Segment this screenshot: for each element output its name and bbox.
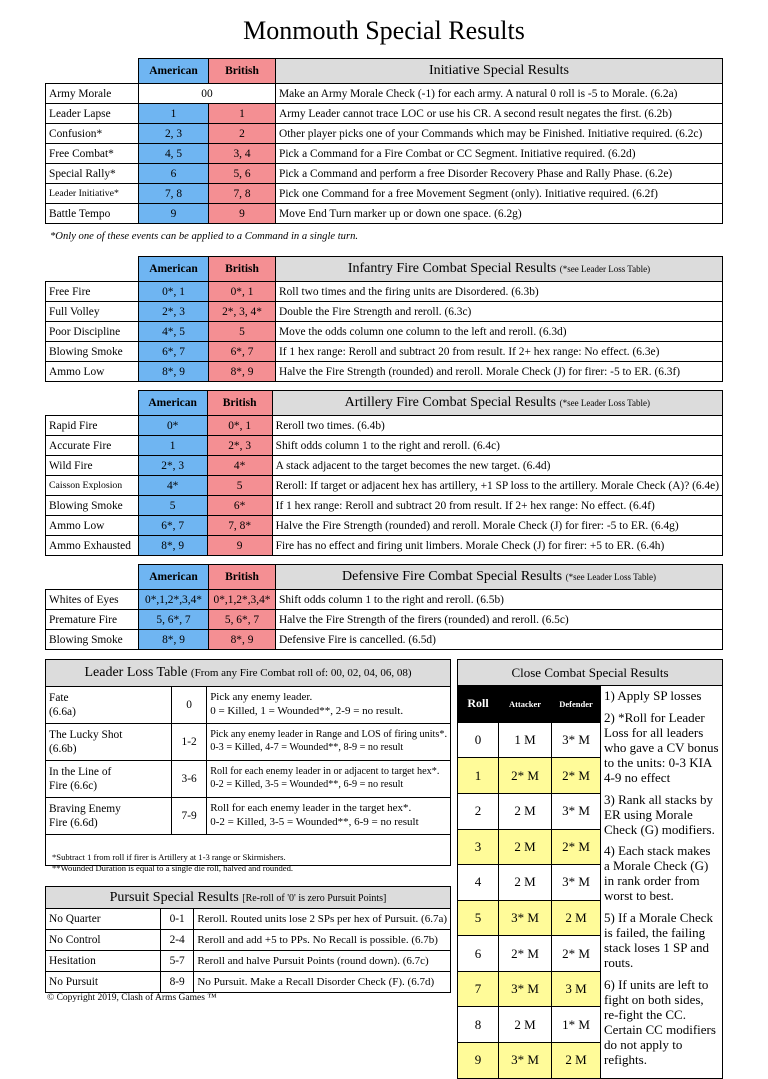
artillery-row	[46, 436, 723, 456]
leader-loss-row	[46, 687, 451, 724]
artillery-row	[46, 476, 723, 496]
infantry-row	[46, 282, 723, 302]
cc-attacker: 2* M	[499, 936, 552, 972]
close-combat-note: 4) Each stack makes a Morale Check (G) in rank order from worst to best.	[604, 843, 711, 904]
american-roll: 5, 6*, 7	[139, 610, 209, 630]
british-roll: 1	[209, 104, 276, 124]
initiative-row	[46, 124, 723, 144]
result-text: Reroll: If target or adjacent hex has artillery, +1 SP loss to the artillery. Morale Check (A)? (6.4e)	[272, 476, 722, 496]
british-roll: 5	[209, 322, 276, 342]
pursuit-row	[46, 909, 451, 930]
pursuit-table	[45, 886, 451, 993]
leader-loss-name	[46, 798, 172, 835]
leader-loss-ref: (6.6a)	[49, 706, 76, 718]
cc-defender: 2 M	[552, 900, 601, 936]
british-header: British	[207, 391, 272, 416]
leader-loss-row	[46, 761, 451, 798]
american-roll: 8*, 9	[138, 536, 207, 556]
close-combat-note: 3) Rank all stacks by ER using Morale Check (G) modifiers.	[604, 791, 715, 837]
pursuit-row	[46, 972, 451, 993]
american-roll: 6*, 7	[138, 516, 207, 536]
artillery-row	[46, 516, 723, 536]
row-label: Wild Fire	[46, 456, 139, 476]
american-roll: 6*, 7	[139, 342, 209, 362]
initiative-row	[46, 204, 723, 224]
leader-loss-row	[46, 798, 451, 835]
row-label: Leader Initiative*	[46, 184, 139, 204]
result-text: Halve the Fire Strength (rounded) and reroll. Morale Check (J) for firer: -5 to ER. (6.3f)	[276, 362, 723, 382]
leader-loss-footnote-2: **Wounded Duration is equal to a single die roll, halved and rounded.	[52, 862, 294, 873]
roll-header: Roll	[458, 686, 499, 723]
leader-loss-footnote-1: *Subtract 1 from roll if firer is Artillery at 1-3 range or Skirmishers.	[52, 852, 286, 862]
american-roll: 0*, 1	[139, 282, 209, 302]
british-roll: 8*, 9	[209, 362, 276, 382]
leader-loss-ref: Fire (6.6c)	[49, 780, 98, 792]
initiative-title: Initiative Special Results	[276, 59, 723, 84]
initiative-row	[46, 184, 723, 204]
cc-roll: 9	[458, 1042, 499, 1078]
close-combat-notes	[601, 686, 723, 1079]
artillery-title: Artillery Fire Combat Special Results (*see Leader Loss Table)	[272, 391, 722, 416]
leader-loss-event: Fate	[49, 691, 69, 704]
defensive-table	[45, 564, 723, 650]
infantry-table	[45, 256, 723, 382]
leader-loss-footnotes	[52, 852, 293, 873]
row-label: Poor Discipline	[46, 322, 139, 342]
british-roll: 6*	[207, 496, 272, 516]
row-label: Free Combat*	[46, 144, 139, 164]
page-title: Monmouth Special Results	[243, 16, 525, 45]
leader-loss-result	[207, 798, 451, 835]
pursuit-roll: 0-1	[160, 909, 193, 930]
artillery-row	[46, 456, 723, 476]
cc-attacker: 2 M	[499, 794, 552, 830]
result-text: Pick a Command and perform a free Disorder Recovery Phase and Rally Phase. (6.2e)	[276, 164, 723, 184]
american-roll: 0*	[138, 416, 207, 436]
american-roll: 4*, 5	[139, 322, 209, 342]
american-roll: 7, 8	[139, 184, 209, 204]
initiative-note: *Only one of these events can be applied to a Command in a single turn.	[50, 231, 359, 242]
cc-defender: 2* M	[552, 758, 601, 794]
pursuit-label: No Pursuit	[46, 972, 161, 993]
defensive-row	[46, 590, 723, 610]
american-roll: 1	[139, 104, 209, 124]
american-roll: 9	[139, 204, 209, 224]
cc-roll: 5	[458, 900, 499, 936]
leader-loss-result	[207, 761, 451, 798]
cc-attacker: 2 M	[499, 1007, 552, 1043]
row-label: Confusion*	[46, 124, 139, 144]
row-label: Caisson Explosion	[46, 476, 139, 496]
result-text: Move the odds column one column to the left and reroll. (6.3d)	[276, 322, 723, 342]
row-label: Blowing Smoke	[46, 630, 139, 650]
british-roll: 0*, 1	[207, 416, 272, 436]
leader-loss-roll: 0	[172, 687, 207, 724]
british-roll: 2*, 3	[207, 436, 272, 456]
artillery-row	[46, 416, 723, 436]
row-label: Special Rally*	[46, 164, 139, 184]
defensive-row	[46, 610, 723, 630]
leader-loss-name	[46, 724, 172, 761]
artillery-row	[46, 536, 723, 556]
american-header: American	[139, 565, 209, 590]
result-text: Shift odds column 1 to the right and reroll. (6.5b)	[276, 590, 723, 610]
cc-roll: 8	[458, 1007, 499, 1043]
cc-defender: 3* M	[552, 865, 601, 901]
copyright: © Copyright 2019, Clash of Arms Games ™	[47, 993, 217, 1003]
leader-loss-line2: 0 = Killed, 1 = Wounded**, 2-9 = no result.	[210, 705, 404, 717]
result-text: Defensive Fire is cancelled. (6.5d)	[276, 630, 723, 650]
british-roll: 4*	[207, 456, 272, 476]
british-roll: 2	[209, 124, 276, 144]
pursuit-result: No Pursuit. Make a Recall Disorder Check (F). (6.7d)	[194, 972, 451, 993]
cc-attacker: 2 M	[499, 865, 552, 901]
british-roll: 7, 8*	[207, 516, 272, 536]
result-text: Move End Turn marker up or down one space. (6.2g)	[276, 204, 723, 224]
row-label: Premature Fire	[46, 610, 139, 630]
initiative-row	[46, 104, 723, 124]
leader-loss-roll: 3-6	[172, 761, 207, 798]
defensive-title: Defensive Fire Combat Special Results (*see Leader Loss Table)	[276, 565, 723, 590]
leader-loss-line1: Roll for each enemy leader in the target hex*.	[210, 802, 412, 815]
leader-loss-name	[46, 687, 172, 724]
result-text: A stack adjacent to the target becomes the new target. (6.4d)	[272, 456, 722, 476]
american-header: American	[139, 59, 209, 84]
pursuit-label: Hesitation	[46, 951, 161, 972]
result-text: Reroll two times. (6.4b)	[272, 416, 722, 436]
american-roll: 8*, 9	[139, 362, 209, 382]
cc-roll: 2	[458, 794, 499, 830]
leader-loss-title: Leader Loss Table (From any Fire Combat roll of: 00, 02, 04, 06, 08)	[46, 660, 451, 687]
result-text: Double the Fire Strength and reroll. (6.3c)	[276, 302, 723, 322]
british-roll: 0*,1,2*,3,4*	[209, 590, 276, 610]
british-roll: 6*, 7	[209, 342, 276, 362]
leader-loss-name	[46, 761, 172, 798]
leader-loss-event: In the Line of	[49, 765, 112, 778]
cc-attacker: 3* M	[499, 1042, 552, 1078]
cc-roll: 1	[458, 758, 499, 794]
pursuit-roll: 8-9	[160, 972, 193, 993]
result-text: Shift odds column 1 to the right and reroll. (6.4c)	[272, 436, 722, 456]
result-text: Pick a Command for a Fire Combat or CC Segment. Initiative required. (6.2d)	[276, 144, 723, 164]
close-combat-note: 5) If a Morale Check is failed, the failing stack loses 1 SP and routs.	[604, 910, 714, 970]
cc-attacker: 2* M	[499, 758, 552, 794]
row-label: Whites of Eyes	[46, 590, 139, 610]
british-header: British	[209, 257, 276, 282]
pursuit-roll: 2-4	[160, 930, 193, 951]
american-header: American	[139, 257, 209, 282]
result-text: Halve the Fire Strength of the firers (rounded) and reroll. (6.5c)	[276, 610, 723, 630]
close-combat-note: 2) *Roll for Leader Loss for all leaders who gave a CV bonus to the units: 0-3 KIA 4-9 no effect	[604, 709, 719, 785]
pursuit-title: Pursuit Special Results [Re-roll of '0' is zero Pursuit Points]	[46, 887, 451, 909]
row-label: Accurate Fire	[46, 436, 139, 456]
artillery-table	[45, 390, 723, 556]
cc-defender: 2* M	[552, 936, 601, 972]
leader-loss-result	[207, 724, 451, 761]
close-combat-header-row	[458, 686, 723, 723]
cc-defender: 2 M	[552, 1042, 601, 1078]
cc-attacker: 3* M	[499, 971, 552, 1007]
result-text: Pick one Command for a free Movement Segment (only). Initiative required. (6.2f)	[276, 184, 723, 204]
attacker-header: Attacker	[499, 686, 552, 723]
close-combat-table	[457, 659, 723, 1079]
american-roll: 4*	[138, 476, 207, 496]
american-roll: 2*, 3	[138, 456, 207, 476]
american-roll: 8*, 9	[139, 630, 209, 650]
leader-loss-line1: Roll for each enemy leader in or adjacent to target hex*.	[210, 766, 440, 778]
british-roll: 3, 4	[209, 144, 276, 164]
cc-roll: 3	[458, 829, 499, 865]
leader-loss-result	[207, 687, 451, 724]
pursuit-row	[46, 951, 451, 972]
close-combat-note: 1) Apply SP losses	[604, 688, 702, 703]
leader-loss-line2: 0-3 = Killed, 4-7 = Wounded**, 8-9 = no result	[210, 742, 404, 753]
result-text: If 1 hex range: Reroll and subtract 20 from result. If 2+ hex range: No effect. (6.4f)	[272, 496, 722, 516]
defender-header: Defender	[552, 686, 601, 723]
american-header: American	[138, 391, 207, 416]
leader-loss-event: The Lucky Shot	[49, 728, 123, 741]
pursuit-result: Reroll and halve Pursuit Points (round down). (6.7c)	[194, 951, 451, 972]
british-roll: 9	[209, 204, 276, 224]
leader-loss-line1: Pick any enemy leader.	[210, 691, 313, 704]
infantry-row	[46, 362, 723, 382]
result-text: Halve the Fire Strength (rounded) and reroll. Morale Check (J) for firer: -5 to ER. (6.4g)	[272, 516, 722, 536]
initiative-row	[46, 164, 723, 184]
result-text: If 1 hex range: Reroll and subtract 20 from result. If 2+ hex range: No effect. (6.3e)	[276, 342, 723, 362]
row-label: Ammo Exhausted	[46, 536, 139, 556]
infantry-title: Infantry Fire Combat Special Results (*see Leader Loss Table)	[276, 257, 723, 282]
british-header: British	[209, 565, 276, 590]
infantry-row	[46, 302, 723, 322]
result-text: Make an Army Morale Check (-1) for each army. A natural 0 roll is -5 to Morale. (6.2a)	[276, 84, 723, 104]
leader-loss-table	[45, 659, 451, 866]
close-combat-note: 6) If units are left to fight on both sides, re-fight the CC. Certain CC modifiers do not apply to refights.	[604, 976, 716, 1067]
cc-defender: 3* M	[552, 794, 601, 830]
leader-loss-roll: 1-2	[172, 724, 207, 761]
result-text: Other player picks one of your Commands which may be Finished. Initiative required. (6.2c)	[276, 124, 723, 144]
cc-attacker: 2 M	[499, 829, 552, 865]
row-label: Battle Tempo	[46, 204, 139, 224]
american-roll: 2, 3	[139, 124, 209, 144]
leader-loss-ref: Fire (6.6d)	[49, 817, 98, 829]
pursuit-roll: 5-7	[160, 951, 193, 972]
artillery-row	[46, 496, 723, 516]
british-roll: 7, 8	[209, 184, 276, 204]
infantry-row	[46, 342, 723, 362]
british-header: British	[209, 59, 276, 84]
cc-attacker: 1 M	[499, 722, 552, 758]
row-label: Blowing Smoke	[46, 342, 139, 362]
american-roll: 1	[138, 436, 207, 456]
row-label: Army Morale	[46, 84, 139, 104]
leader-loss-line1: Pick any enemy leader in Range and LOS of firing units*.	[210, 729, 447, 741]
row-label: Free Fire	[46, 282, 139, 302]
american-roll: 5	[138, 496, 207, 516]
american-roll: 4, 5	[139, 144, 209, 164]
infantry-row	[46, 322, 723, 342]
pursuit-result: Reroll and add +5 to PPs. No Recall is possible. (6.7b)	[194, 930, 451, 951]
american-roll: 6	[139, 164, 209, 184]
cc-defender: 3* M	[552, 722, 601, 758]
american-roll: 0*,1,2*,3,4*	[139, 590, 209, 610]
row-label: Ammo Low	[46, 516, 139, 536]
initiative-row	[46, 84, 723, 104]
leader-loss-line2: 0-2 = Killed, 3-5 = Wounded**, 6-9 = no result	[210, 816, 419, 828]
cc-defender: 1* M	[552, 1007, 601, 1043]
cc-roll: 0	[458, 722, 499, 758]
british-roll: 5	[207, 476, 272, 496]
row-label: Ammo Low	[46, 362, 139, 382]
pursuit-label: No Control	[46, 930, 161, 951]
result-text: Army Leader cannot trace LOC or use his CR. A second result negates the first. (6.2b)	[276, 104, 723, 124]
initiative-row	[46, 144, 723, 164]
british-roll: 9	[207, 536, 272, 556]
british-roll: 5, 6*, 7	[209, 610, 276, 630]
leader-loss-row	[46, 724, 451, 761]
leader-loss-event: Braving Enemy	[49, 802, 121, 815]
pursuit-row	[46, 930, 451, 951]
cc-defender: 2* M	[552, 829, 601, 865]
cc-roll: 4	[458, 865, 499, 901]
leader-loss-ref: (6.6b)	[49, 743, 77, 755]
result-text: Roll two times and the firing units are Disordered. (6.3b)	[276, 282, 723, 302]
british-roll: 5, 6	[209, 164, 276, 184]
row-label: Blowing Smoke	[46, 496, 139, 516]
cc-roll: 6	[458, 936, 499, 972]
close-combat-title: Close Combat Special Results	[458, 660, 723, 686]
row-label: Rapid Fire	[46, 416, 139, 436]
british-roll: 0*, 1	[209, 282, 276, 302]
defensive-row	[46, 630, 723, 650]
leader-loss-roll: 7-9	[172, 798, 207, 835]
cc-roll: 7	[458, 971, 499, 1007]
leader-loss-line2: 0-2 = Killed, 3-5 = Wounded**, 6-9 = no result	[210, 779, 404, 790]
pursuit-label: No Quarter	[46, 909, 161, 930]
row-label: Leader Lapse	[46, 104, 139, 124]
british-roll: 8*, 9	[209, 630, 276, 650]
row-label: Full Volley	[46, 302, 139, 322]
american-roll: 2*, 3	[139, 302, 209, 322]
cc-defender: 3 M	[552, 971, 601, 1007]
result-text: Fire has no effect and firing unit limbers. Morale Check (J) for firer: +5 to ER. (6.4h)	[272, 536, 722, 556]
initiative-table	[45, 58, 723, 224]
army-morale-roll: 00	[139, 84, 276, 104]
british-roll: 2*, 3, 4*	[209, 302, 276, 322]
pursuit-result: Reroll. Routed units lose 2 SPs per hex of Pursuit. (6.7a)	[194, 909, 451, 930]
cc-attacker: 3* M	[499, 900, 552, 936]
